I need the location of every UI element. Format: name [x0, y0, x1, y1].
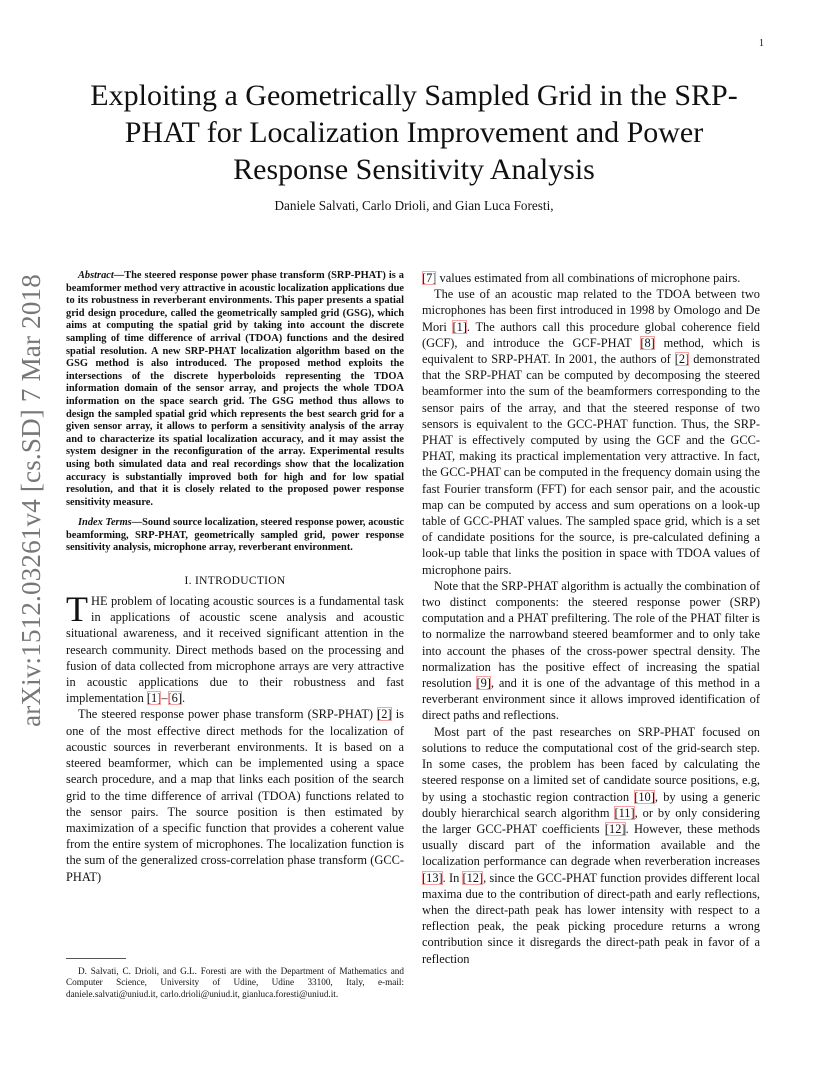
citation-link[interactable]: [2] [674, 352, 690, 367]
index-terms [66, 517, 404, 555]
section-title-rest: NTRODUCTION [199, 575, 286, 588]
paragraph: THE problem of locating acoustic sources is a fundamental task in applications of acoustic scene analysis and acoustic situational awareness, and it received significant attention in the research community. Direct methods based on the processing and fusion of data collected from microphone arrays are very attractive in acoustic applications due to their robustness and fast implementation [1]–[6]. [66, 589, 404, 706]
author-footnote [66, 966, 404, 1000]
right-column [422, 270, 760, 967]
paragraph: Note that the SRP-PHAT algorithm is actually the combination of two distinct components: the steered response power (SRP) computation and a PHAT prefiltering. The role of the PHAT filter is to normalize the narrowband steered beamformer and to only take into account the phases of the cross-power spectral density. The normalization has the positive effect of increasing the spatial resolution [9], and it is one of the advantage of this method in a reverberant environment since it allows improved identification of direct paths and reflections. [422, 578, 760, 723]
citation-link[interactable]: [8] [640, 335, 655, 350]
abstract [66, 270, 404, 509]
arxiv-id-text: arXiv:1512.03261v4 [cs.SD] 7 Mar 2018 [15, 273, 46, 727]
index-terms-text: —Sound source localization, steered response power, acoustic beamforming, SRP-PHAT, geometrically sampled grid, power response sensitivity analysis, microphone array, reverberant environment. [66, 517, 404, 554]
citation-link[interactable]: [13] [422, 870, 443, 885]
page-number: 1 [759, 38, 764, 49]
citation-link[interactable]: [6] [167, 691, 182, 706]
index-terms-label: Index Terms [78, 517, 132, 529]
citation-link[interactable]: [1] [146, 691, 162, 706]
author-list: Daniele Salvati, Carlo Drioli, and Gian Luca Foresti, [274, 198, 554, 213]
citation-link[interactable]: [2] [377, 707, 392, 722]
section-title-initial: I [195, 575, 200, 588]
drop-cap: T [66, 589, 88, 630]
paper-title: Exploiting a Geometrically Sampled Grid in the SRP-PHAT for Localization Improvement and Power Response Sensitivity Analysis [90, 79, 738, 186]
abstract-label: Abstract [78, 270, 114, 281]
paragraph: Most part of the past researches on SRP-PHAT focused on solutions to reduce the computational cost of the grid-search step. In some cases, the problem has been faced by calculating the steered response on a limited set of candidate source positions, e.g, by using a stochastic region contraction [10], by using a generic doubly hierarchical search algorithm [11], or by only considering the larger GCC-PHAT coefficients [12]. However, these methods usually discard part of the information available and the localization performance can degrade when reverberation increases [13]. In [12], since the GCC-PHAT function provides different local maxima due to the contribution of direct-path and early reflections, when the direct-path peak has lower intensity with respect to a reflection peak, the peak picking procedure returns a wrong contribution since it disregards the direct-path peak in favor of a reflection [422, 724, 761, 966]
citation-link[interactable]: [12] [462, 870, 484, 885]
citation-link[interactable]: [12] [604, 821, 626, 836]
paragraph: The use of an acoustic map related to the TDOA between two microphones has been first introduced in 1998 by Omologo and De Mori [1]. The authors call this procedure global coherence field (GCF), and introduce the GCF-PHAT [8] method, which is equivalent to SRP-PHAT. In 2001, the authors of [2] demonstrated that the SRP-PHAT can be computed by decomposing the steered beamformer into the sum of the beamformers corresponding to the sensor pairs of the array, and that the steered response of two sensors is equivalent to the GCC-PHAT function. Thus, the SRP-PHAT is effectively computed by using the GCF and the GCC-PHAT, making its practical implementation very attractive. In fact, the GCC-PHAT can be computed in the frequency domain using the fast Fourier transform (FFT) for each sensor pair, and the acoustic map can be computed by access and sum operations on a look-up table of GCC-PHAT values. The sampled space grid, which is a set of candidate positions for the source, is pre-calculated defining a look-up table that links the position in space with TDOA values of microphone pairs. [422, 287, 761, 577]
citation-link[interactable]: [1] [452, 319, 467, 334]
left-column [66, 270, 404, 885]
paragraph: [7] values estimated from all combinations of microphone pairs. [422, 271, 741, 285]
citation-link[interactable]: [9] [476, 676, 491, 691]
section-heading-introduction [66, 575, 404, 587]
footnote-divider [66, 958, 126, 959]
paragraph: The steered response power phase transform (SRP-PHAT) [2] is one of the most effective direct methods for the localization of acoustic sources in reverberant environments. It is based on a steered beamformer, which can be implemented using a space search procedure, and a map that links each position of the search grid to the time difference of arrival (TDOA) functions related to the sensor pairs. The source position is then estimated by maximization of a specific function that provides a coherent value from the entire system of microphones. The localization function is the sum of the generalized cross-correlation phase transform (GCC-PHAT) [66, 707, 404, 884]
citation-link[interactable]: [7] [422, 271, 437, 285]
section-number: I. [184, 575, 192, 588]
citation-link[interactable]: [11] [614, 805, 635, 820]
citation-link[interactable]: [10] [634, 789, 655, 804]
footnote-text: D. Salvati, C. Drioli, and G.L. Foresti are with the Department of Mathematics and Computer Science, University of Udine, Udine 33100, Italy, e-mail: daniele.salvati@uniud.it, carlo.drioli@uniud.it, gianluca.foresti@uniud.it. [66, 966, 404, 999]
left-body [66, 589, 404, 885]
abstract-text: —The steered response power phase transform (SRP-PHAT) is a beamformer method very attractive in acoustic localization applications due to its robustness in reverberant environments. This paper presents a spatial grid design procedure, called the geometrically sampled grid (GSG), which aims at computing the spatial grid by taking into account the discrete sampling of time difference of arrival (TDOA) functions and the desired spatial resolution. A new SRP-PHAT localization algorithm based on the GSG method is also introduced. The proposed method exploits the intersections of the discrete hyperboloids representing the TDOA information domain of the sensor array, and projects the whole TDOA information on the space search grid. The GSG method thus allows to design the sampled spatial grid which represents the best search grid for a given sensor array, it allows to perform a sensitivity analysis of the array and to characterize its spatial localization accuracy, and it may assist the system designer in the reconfiguration of the array. Experimental results using both simulated data and real recordings show that the localization accuracy is substantially improved both for high and for low spatial resolution, and that it is closely related to the proposed power response sensitivity measure. [66, 270, 404, 508]
arxiv-sidebar-id [15, 273, 46, 727]
